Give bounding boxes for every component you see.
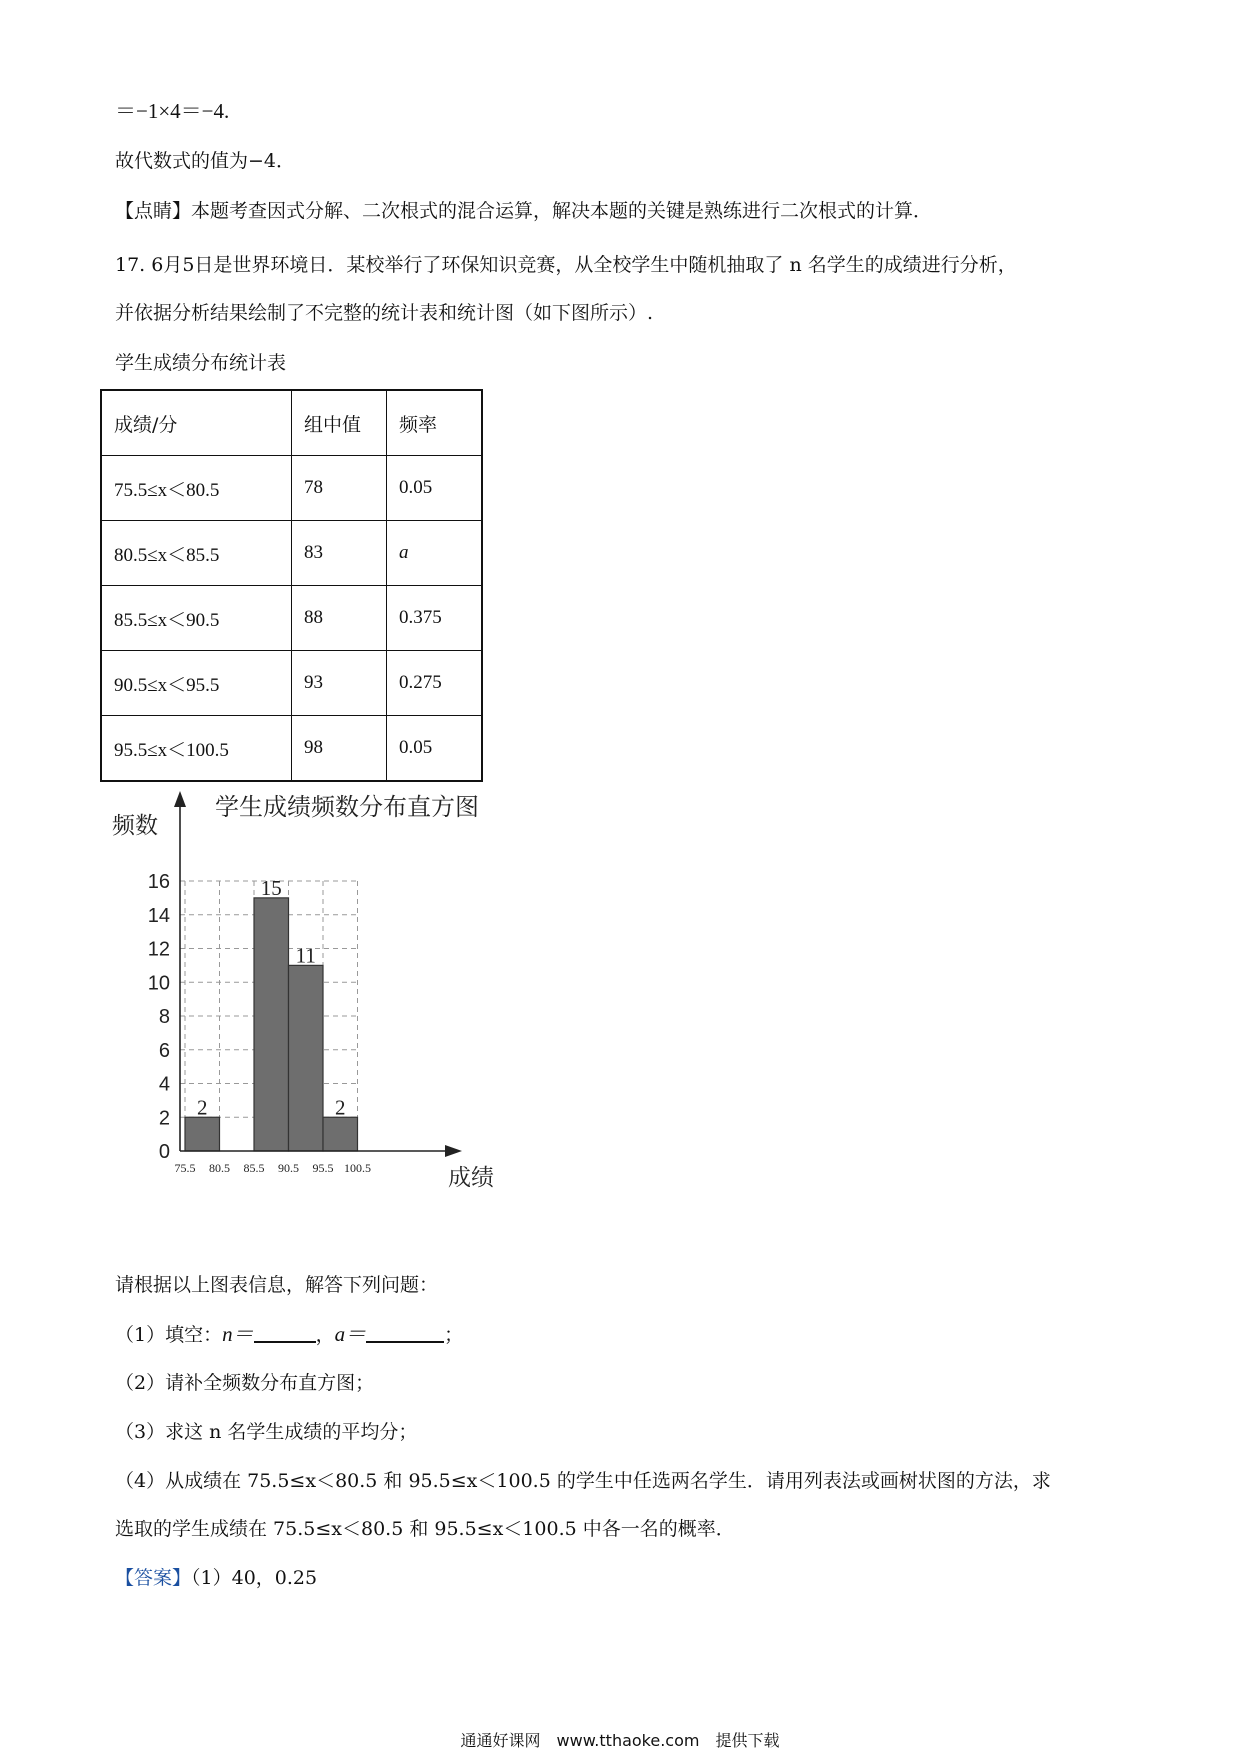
histogram-bar: [185, 1117, 220, 1151]
q1-end: ；: [444, 1324, 464, 1346]
table-row: [101, 456, 482, 521]
chart-title: 学生成绩频数分布直方图: [215, 793, 479, 821]
score-distribution-table: [100, 389, 483, 782]
header-frequency: 频率: [387, 390, 483, 456]
question-17-line-2: 并依据分析结果绘制了不完整的统计表和统计图（如下图所示）.: [115, 302, 654, 324]
y-tick-label: 12: [147, 938, 170, 961]
cell-range: 75.5≤x＜80.5: [101, 456, 292, 521]
x-axis-arrow: [445, 1145, 462, 1157]
histogram-bar: [254, 898, 289, 1151]
q1-a-blank[interactable]: [366, 1321, 444, 1343]
table-title: 学生成绩分布统计表: [115, 352, 287, 374]
cell-range: 95.5≤x＜100.5: [101, 716, 292, 782]
cell-range: 80.5≤x＜85.5: [101, 521, 292, 586]
question-1: [115, 1321, 463, 1348]
table-row: [101, 716, 482, 782]
cell-midpoint: 88: [292, 586, 387, 651]
x-tick-label: 90.5: [278, 1161, 299, 1175]
equation-line: ＝−1×4＝−4.: [115, 99, 230, 123]
question-3: （3）求这 n 名学生成绩的平均分；: [115, 1421, 418, 1443]
bar-value-label: 2: [197, 1095, 208, 1120]
question-2: （2）请补全频数分布直方图；: [115, 1372, 375, 1394]
cell-midpoint: 98: [292, 716, 387, 782]
y-tick-label: 4: [158, 1073, 170, 1096]
answer-text: （1）40，0.25: [191, 1567, 318, 1589]
table-row: [101, 651, 482, 716]
cell-midpoint: 93: [292, 651, 387, 716]
cell-range: 90.5≤x＜95.5: [101, 651, 292, 716]
bar-value-label: 11: [295, 943, 316, 968]
x-tick-label: 85.5: [243, 1161, 265, 1175]
cell-frequency: 0.05: [387, 456, 483, 521]
cell-range: 85.5≤x＜90.5: [101, 586, 292, 651]
question-4-line-2: 选取的学生成绩在 75.5≤x＜80.5 和 95.5≤x＜100.5 中各一名的概率．: [115, 1518, 735, 1540]
cell-midpoint: 78: [292, 456, 387, 521]
histogram-bar: [323, 1117, 358, 1151]
answer-label: 【答案】: [115, 1567, 192, 1589]
q1-sep: ，: [315, 1324, 335, 1346]
q1-a-label: a＝: [334, 1322, 367, 1346]
cell-midpoint: 83: [292, 521, 387, 586]
y-tick-label: 10: [147, 972, 170, 995]
q1-prefix: （1）填空：: [115, 1324, 223, 1346]
x-tick-label: 75.5: [174, 1161, 196, 1175]
q1-n-label: n＝: [222, 1322, 254, 1346]
histogram-chart: [100, 785, 520, 1205]
cell-frequency: 0.275: [387, 651, 483, 716]
x-axis-title: 成绩: [448, 1165, 494, 1191]
bar-value-label: 2: [335, 1095, 346, 1120]
answer-line: [115, 1565, 317, 1591]
cell-frequency: 0.375: [387, 586, 483, 651]
y-axis-title: 频数: [112, 813, 158, 839]
y-tick-label: 14: [147, 904, 170, 927]
table-header-row: [101, 390, 482, 456]
page-footer: 通通好课网 www.tthaoke.com 提供下载: [460, 1731, 780, 1750]
y-tick-label: 16: [147, 871, 170, 893]
y-tick-label: 8: [158, 1006, 170, 1028]
y-tick-label: 6: [158, 1039, 170, 1062]
x-tick-label: 80.5: [209, 1161, 230, 1175]
x-tick-label: 95.5: [312, 1161, 334, 1175]
header-score: 成绩/分: [101, 390, 292, 456]
q1-n-blank[interactable]: [254, 1321, 316, 1343]
cell-frequency: a: [387, 521, 483, 586]
x-tick-label: 100.5: [344, 1161, 371, 1175]
table-row: [101, 586, 482, 651]
questions-intro: 请根据以上图表信息，解答下列问题：: [115, 1274, 439, 1296]
header-midpoint: 组中值: [292, 390, 387, 456]
table-row: [101, 521, 482, 586]
question-4-line-1: （4）从成绩在 75.5≤x＜80.5 和 95.5≤x＜100.5 的学生中任选两名学生．请用列表法或画树状图的方法，求: [115, 1470, 1051, 1492]
bar-value-label: 15: [260, 875, 282, 900]
question-17-line-1: 17. 6月5日是世界环境日．某校举行了环保知识竞赛，从全校学生中随机抽取了 n 名学生的成绩进行分析，: [115, 254, 1017, 276]
y-tick-label: 2: [158, 1107, 170, 1130]
conclusion-line: 故代数式的值为−4．: [115, 150, 296, 172]
insight-line: 【点睛】本题考查因式分解、二次根式的混合运算，解决本题的关键是熟练进行二次根式的计算．: [115, 200, 933, 222]
y-axis-arrow: [174, 791, 186, 807]
y-tick-label: 0: [158, 1141, 170, 1163]
histogram-bar: [289, 965, 324, 1151]
cell-frequency: 0.05: [387, 716, 483, 782]
